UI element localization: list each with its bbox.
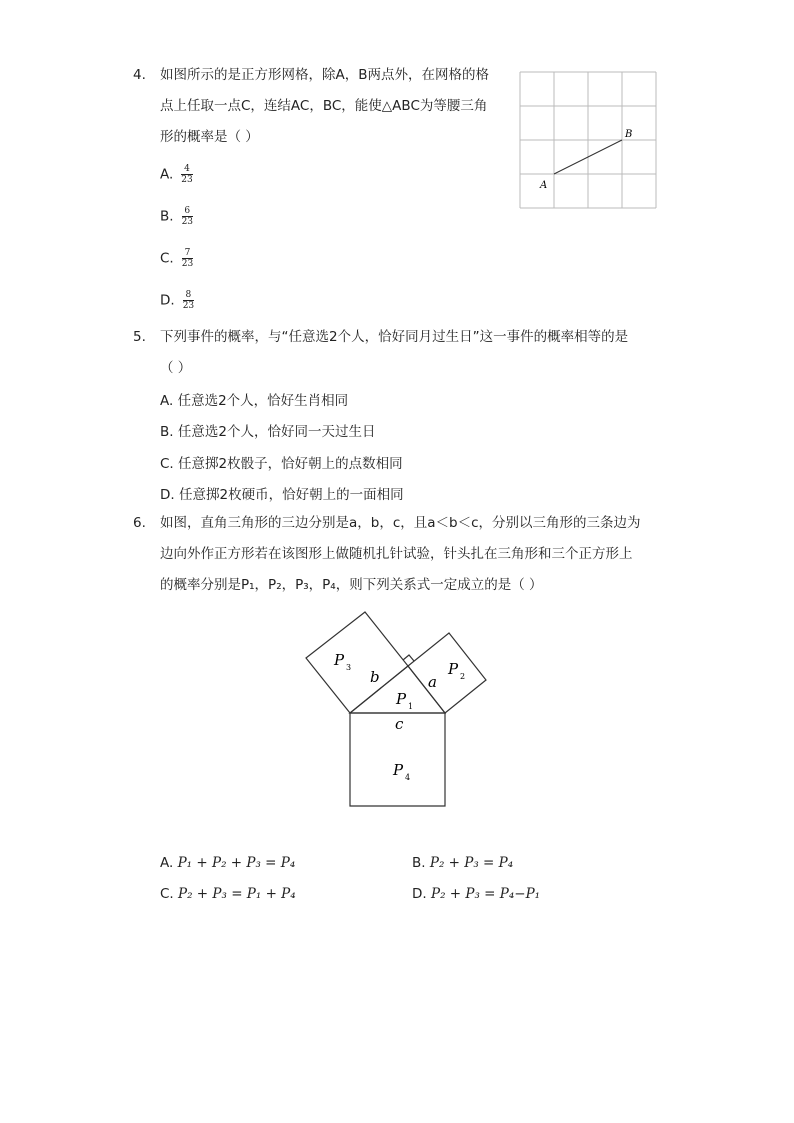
label-p2: P (448, 660, 459, 678)
option-d[interactable]: D. P₂ + P₃ = P₄−P₁ (412, 886, 541, 902)
question-line: 边向外作正方形若在该图形上做随机扎针试验，针头扎在三角形和三个正方形上 (160, 546, 633, 562)
question-number: 5. (133, 329, 146, 345)
grid-figure (515, 68, 665, 213)
question-line: （ ） (160, 360, 192, 376)
square-p3 (306, 612, 408, 713)
option-b[interactable]: B. $\frac{6}{23}$ (160, 206, 194, 227)
option-b[interactable]: B. P₂ + P₃ = P₄ (412, 855, 514, 871)
option-d[interactable]: D. 任意掷2枚硬币，恰好朝上的一面相同 (160, 487, 404, 503)
label-b: b (370, 668, 380, 686)
option-a[interactable]: A. $\frac{4}{23}$ (160, 164, 193, 185)
label-p1: P (396, 690, 407, 708)
option-d[interactable]: D. $\frac{8}{23}$ (160, 290, 195, 311)
option-c[interactable]: C. 任意掷2枚骰子，恰好朝上的点数相同 (160, 456, 403, 472)
option-c[interactable]: C. $\frac{7}{23}$ (160, 248, 194, 269)
question-line: 形的概率是（ ） (160, 129, 259, 145)
option-a[interactable]: A. P₁ + P₂ + P₃ = P₄ (160, 855, 296, 871)
label-p4-sub: 4 (405, 773, 411, 782)
question-text (160, 508, 641, 601)
option-c[interactable]: C. P₂ + P₃ = P₁ + P₄ (160, 886, 296, 902)
point-a-label: A (540, 180, 548, 191)
square-p2 (408, 633, 486, 713)
question-line: 如图，直角三角形的三边分别是a，b，c，且a＜b＜c，分别以三角形的三条边为 (160, 515, 641, 531)
fraction: $\frac{4}{23}$ (181, 164, 193, 185)
question-line: 下列事件的概率，与“任意选2个人，恰好同月过生日”这一事件的概率相等的是 (160, 329, 629, 345)
question-text (160, 322, 628, 384)
question-number: 4. (133, 67, 146, 83)
pythagoras-figure (290, 605, 500, 815)
fraction: $\frac{6}{23}$ (181, 206, 194, 227)
label-p1-sub: 1 (408, 702, 414, 711)
fraction: $\frac{7}{23}$ (181, 248, 194, 269)
label-c: c (395, 715, 404, 733)
option-b[interactable]: B. 任意选2个人，恰好同一天过生日 (160, 424, 376, 440)
option-a[interactable]: A. 任意选2个人，恰好生肖相同 (160, 393, 349, 409)
label-p4: P (393, 761, 404, 779)
label-p3-sub: 3 (346, 663, 352, 672)
label-p3: P (334, 651, 345, 669)
question-line: 的概率分别是P₁，P₂，P₃，P₄，则下列关系式一定成立的是（ ） (160, 577, 543, 593)
question-number: 6. (133, 515, 146, 531)
fraction: $\frac{8}{23}$ (182, 290, 195, 311)
right-angle-mark (403, 655, 414, 661)
question-text (160, 60, 489, 153)
question-line: 点上任取一点C，连结AC，BC，能使△ABC为等腰三角 (160, 98, 488, 114)
label-a: a (428, 673, 437, 691)
label-p2-sub: 2 (460, 672, 466, 681)
point-b-label: B (625, 129, 633, 140)
question-line: 如图所示的是正方形网格，除A，B两点外，在网格的格 (160, 67, 489, 83)
